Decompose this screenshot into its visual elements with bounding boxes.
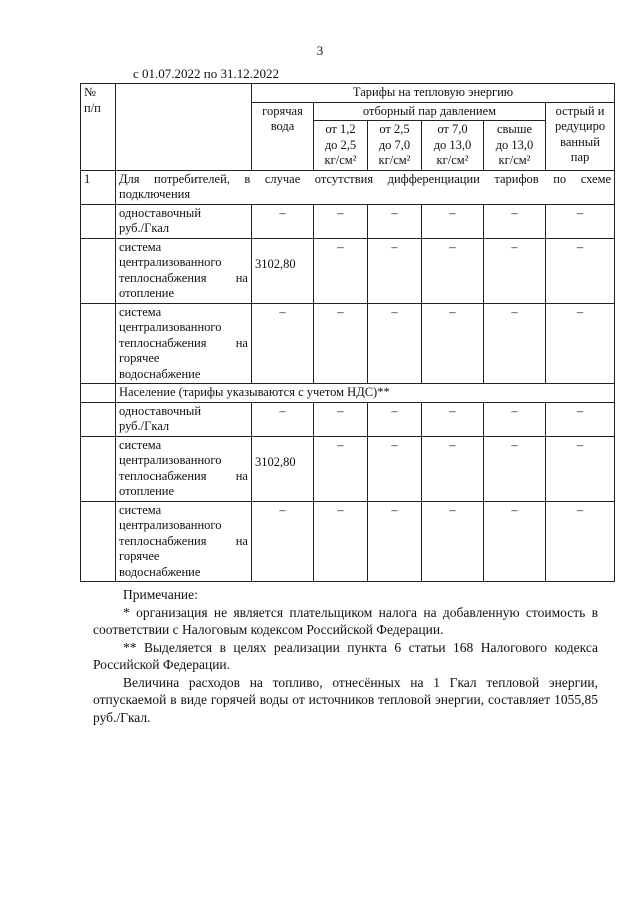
header-selected-steam: отборный пар давлением (314, 102, 546, 121)
header-hot-water: горячая вода (252, 102, 314, 170)
cell-value: – (422, 402, 484, 436)
table-row (81, 402, 615, 436)
section-1-number: 1 (81, 170, 116, 204)
section-2-title-row (81, 384, 615, 403)
section-1-title: Для потребителей, в случае отсутствия дифференциации тарифов по схеме подключения (116, 170, 615, 204)
row-label: система централизованного теплоснабжения на горячее водоснабжение (116, 501, 252, 582)
cell-value: – (484, 501, 546, 582)
table-row (81, 204, 615, 238)
cell-value: – (484, 402, 546, 436)
row-label: система централизованного теплоснабжения на отопление (116, 436, 252, 501)
cell-value: – (314, 204, 368, 238)
header-row-1 (81, 84, 615, 103)
cell-value: – (252, 402, 314, 436)
header-empty (116, 84, 252, 171)
table-row (81, 501, 615, 582)
cell-value: – (422, 204, 484, 238)
cell-value: – (546, 436, 615, 501)
cell-value: – (368, 238, 422, 303)
table-row (81, 303, 615, 384)
cell-value: – (368, 303, 422, 384)
notes-title: Примечание: (123, 587, 198, 602)
header-sharp-steam: острый и редуциро ванный пар (546, 102, 615, 170)
cell-value: – (484, 436, 546, 501)
cell-value: – (484, 238, 546, 303)
heating-tariff-value: 3102,80 (252, 238, 314, 303)
cell-value: – (422, 501, 484, 582)
header-tariffs-title: Тарифы на тепловую энергию (252, 84, 615, 103)
notes-block (93, 586, 598, 726)
cell-value: – (368, 402, 422, 436)
cell-value: – (546, 402, 615, 436)
header-pressure-2: от 2,5 до 7,0 кг/см² (368, 121, 422, 171)
cell-value: – (546, 204, 615, 238)
page-number: 3 (316, 43, 324, 58)
row-label: одноставочный руб./Гкал (116, 204, 252, 238)
section-2-title: Население (тарифы указываются с учетом НДС)** (116, 384, 615, 403)
row-label: одноставочный руб./Гкал (116, 402, 252, 436)
cell-value: – (368, 436, 422, 501)
cell-value: – (484, 204, 546, 238)
cell-value: – (546, 238, 615, 303)
note-vat: * организация не является плательщиком налога на добавленную стоимость в соответствии с Налоговым кодексом Российской Федерации. (93, 604, 598, 637)
cell-value: – (368, 501, 422, 582)
cell-value: – (252, 303, 314, 384)
note-tax-code: ** Выделяется в целях реализации пункта 6 статьи 168 Налогового кодекса Российской Федерации. (93, 639, 598, 672)
note-fuel-costs: Величина расходов на топливо, отнесённых на 1 Гкал тепловой энергии, отпускаемой в виде горячей воды от источников тепловой энергии, составляет 1055,85 руб./Гкал. (93, 674, 598, 725)
header-num: № п/п (81, 84, 116, 171)
cell-value: – (252, 501, 314, 582)
cell-value: – (368, 204, 422, 238)
tariff-period: с 01.07.2022 по 31.12.2022 (133, 66, 279, 81)
cell-value: – (484, 303, 546, 384)
header-pressure-3: от 7,0 до 13,0 кг/см² (422, 121, 484, 171)
cell-value: – (314, 402, 368, 436)
header-pressure-4: свыше до 13,0 кг/см² (484, 121, 546, 171)
tariff-table (80, 83, 615, 582)
cell-value: – (422, 436, 484, 501)
row-label: система централизованного теплоснабжения на отопление (116, 238, 252, 303)
table-row (81, 436, 615, 501)
row-label: система централизованного теплоснабжения на горячее водоснабжение (116, 303, 252, 384)
heating-tariff-value: 3102,80 (252, 436, 314, 501)
cell-value: – (314, 436, 368, 501)
section-1-title-row (81, 170, 615, 204)
cell-value: – (314, 303, 368, 384)
table-row (81, 238, 615, 303)
cell-value: – (314, 238, 368, 303)
cell-value: – (422, 238, 484, 303)
cell-value: – (546, 303, 615, 384)
header-pressure-1: от 1,2 до 2,5 кг/см² (314, 121, 368, 171)
cell-value: – (252, 204, 314, 238)
cell-value: – (314, 501, 368, 582)
cell-value: – (546, 501, 615, 582)
cell-value: – (422, 303, 484, 384)
